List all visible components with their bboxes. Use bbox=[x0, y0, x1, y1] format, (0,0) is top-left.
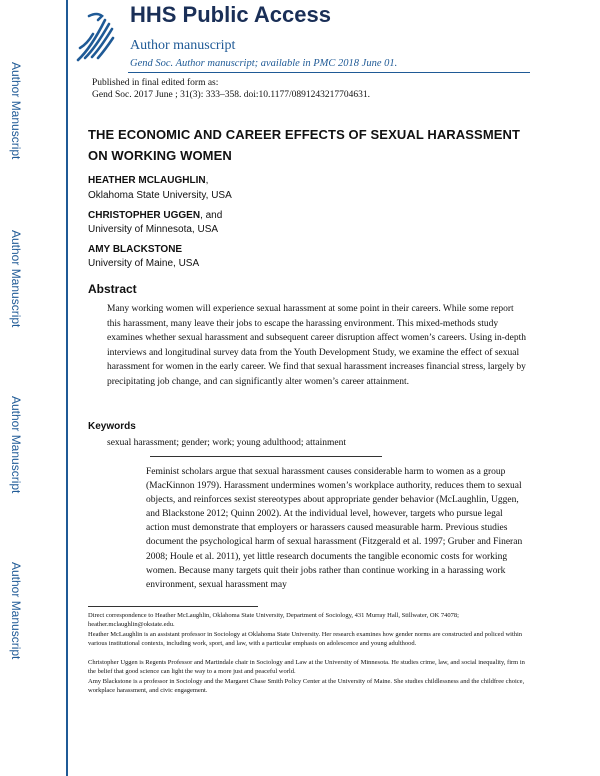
keywords-heading: Keywords bbox=[88, 421, 136, 432]
sidebar-label: Author Manuscript bbox=[9, 396, 23, 494]
author-affiliation: Oklahoma State University, USA bbox=[88, 190, 232, 201]
sidebar-label: Author Manuscript bbox=[9, 62, 23, 160]
footnote: Heather McLaughlin is an assistant professor in Sociology at Oklahoma State University. Her research examines how gender norms are constructed and policed within various institutional contexts, including work, sport, and law, with a particular emphasis on adolescence and young adulthood. bbox=[88, 631, 523, 648]
author-name: CHRISTOPHER UGGEN, and bbox=[88, 210, 223, 221]
author-affiliation: University of Minnesota, USA bbox=[88, 224, 219, 235]
header-rule bbox=[128, 72, 530, 73]
hhs-eagle-icon bbox=[75, 8, 115, 66]
author-name: AMY BLACKSTONE bbox=[88, 244, 183, 255]
footnote: Amy Blackstone is a professor in Sociology and the Margaret Chase Smith Policy Center at the University of Maine. She studies childlessness and the childfree choice, workplace harassment, and civic engagement. bbox=[88, 678, 525, 695]
author-affiliation: University of Maine, USA bbox=[88, 258, 200, 269]
section-divider bbox=[150, 456, 382, 457]
published-in-label: Published in final edited form as: bbox=[92, 78, 219, 88]
journal-citation: Gend Soc. Author manuscript; available in PMC 2018 June 01. bbox=[130, 58, 398, 69]
publication-citation: Gend Soc. 2017 June ; 31(3): 333–358. doi:10.1177/0891243217704631. bbox=[92, 90, 371, 100]
article-title: THE ECONOMIC AND CAREER EFFECTS OF SEXUAL HARASSMENT ON WORKING WOMEN bbox=[88, 127, 521, 163]
hhs-title: HHS Public Access bbox=[130, 2, 331, 27]
footnote-divider bbox=[88, 606, 258, 607]
keywords-list: sexual harassment; gender; work; young adulthood; attainment bbox=[107, 438, 347, 448]
abstract-heading: Abstract bbox=[88, 282, 137, 296]
footnote: Direct correspondence to Heather McLaughlin, Oklahoma State University, Department of Sociology, 431 Murray Hall, Stillwater, OK 74078; heather.mclaughlin@okstate.edu. bbox=[88, 612, 459, 629]
sidebar-label: Author Manuscript bbox=[9, 562, 23, 660]
sidebar-divider bbox=[66, 0, 68, 776]
abstract-text: Many working women will experience sexual harassment at some point in their careers. While some report this harassment, many leave their jobs to escape the harassing environment. This mixed-methods study examines whether sexual harassment and subsequent career disruption affect women’s careers. Using in-depth interviews and longitudinal survey data from the Youth Development Study, we examine the effect of sexual harassment for women in the early career. We find that sexual harassment increases financial stress, largely by precipitating job change, and can significantly alter women’s career attainment. bbox=[107, 304, 527, 387]
sidebar-label: Author Manuscript bbox=[9, 230, 23, 328]
footnote: Christopher Uggen is Regents Professor and Martindale chair in Sociology and Law at the University of Minnesota. He studies crime, law, and social inequality, firm in the belief that good science can light the way to a more just and peaceful world. bbox=[88, 659, 525, 676]
body-paragraph: Feminist scholars argue that sexual harassment causes considerable harm to women as a group (MacKinnon 1979). Harassment undermines women’s workplace authority, reduces them to sexual objects, and reinforces sexist stereotypes about appropriate gender behavior (McLaughlin, Uggen, and Blackstone 2012; Quinn 2002). At the individual level, however, targets who pursue legal action must demonstrate that employers or harassers caused measurable harm. Previous studies document the psychological harm of sexual harassment (Fitzgerald et al. 1997; Gruber and Fineran 2008; Houle et al. 2011), yet little research documents the tangible economic costs for working women. Because many targets quit their jobs rather than continue working in a harassing work environment, sexual harassment may bbox=[146, 467, 523, 590]
author-manuscript-label: Author manuscript bbox=[130, 38, 236, 53]
author-name: HEATHER MCLAUGHLIN, bbox=[88, 175, 209, 186]
